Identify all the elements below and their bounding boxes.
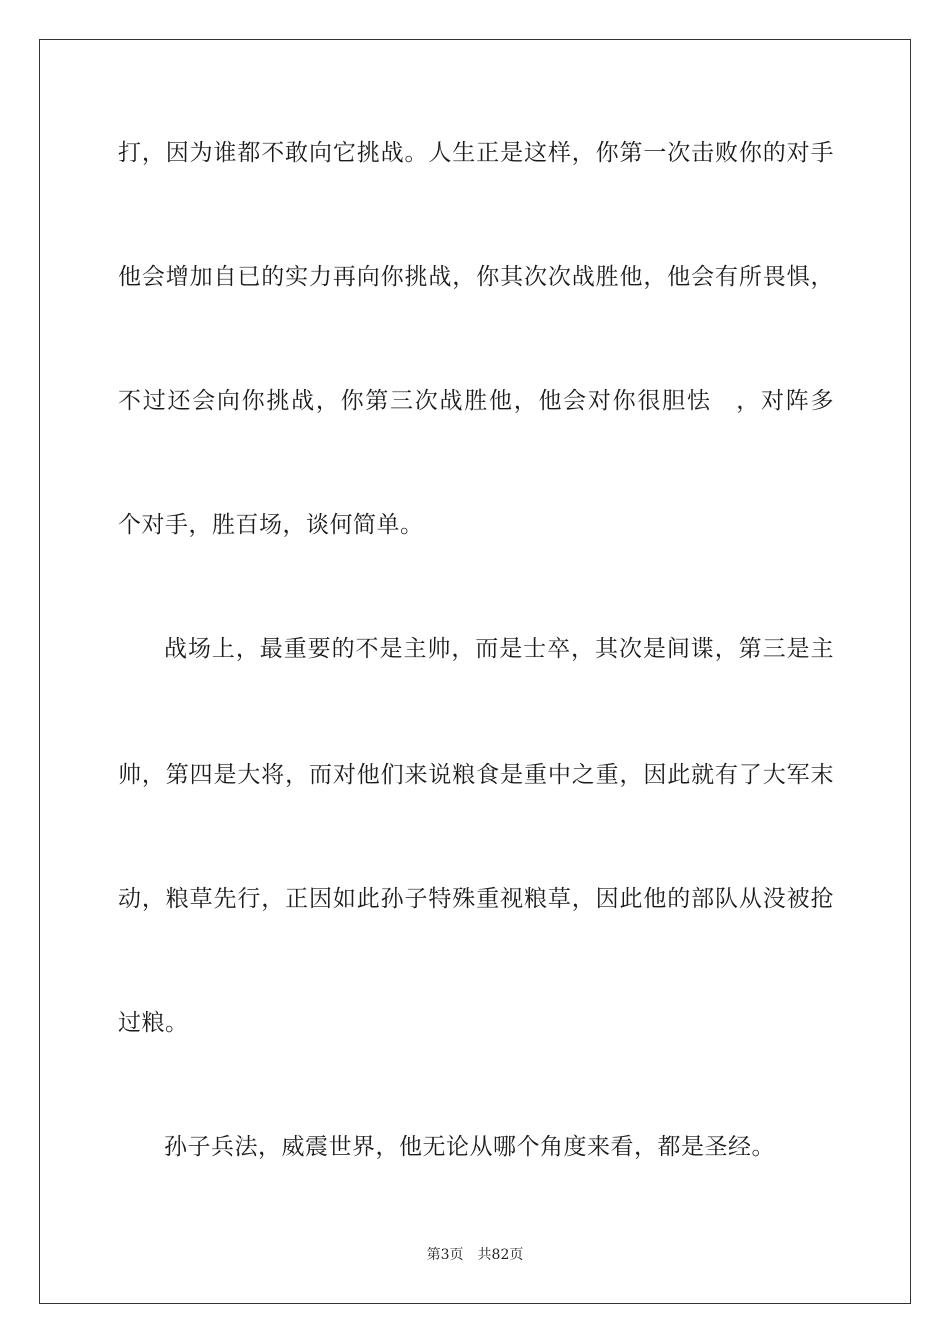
body-text-line: 动，粮草先行，正因如此孙子特殊重视粮草，因此他的部队从没被抢 [118,886,834,912]
page-number: 第3页 [426,1247,464,1263]
paragraph-start-line: 战场上，最重要的不是主帅，而是士卒，其次是间谍，第三是主 [164,636,834,662]
page-footer [0,1246,950,1264]
total-pages: 共82页 [477,1247,524,1263]
body-text-line: 打，因为谁都不敢向它挑战。人生正是这样，你第一次击败你的对手 [118,140,834,166]
body-text-line: 过粮。 [118,1010,189,1036]
body-text-line: 帅，第四是大将，而对他们来说粮食是重中之重，因此就有了大军末 [118,762,834,788]
page-frame [39,39,911,1304]
body-text-line: 不过还会向你挑战，你第三次战胜他，他会对你很胆怯 ，对阵多 [118,388,834,414]
body-text-line: 个对手，胜百场，谈何简单。 [118,512,424,538]
body-text-line: 他会增加自已的实力再向你挑战，你其次次战胜他，他会有所畏惧， [118,264,834,290]
paragraph-start-line: 孙子兵法，威震世界，他无论从哪个角度来看，都是圣经。 [164,1134,775,1160]
